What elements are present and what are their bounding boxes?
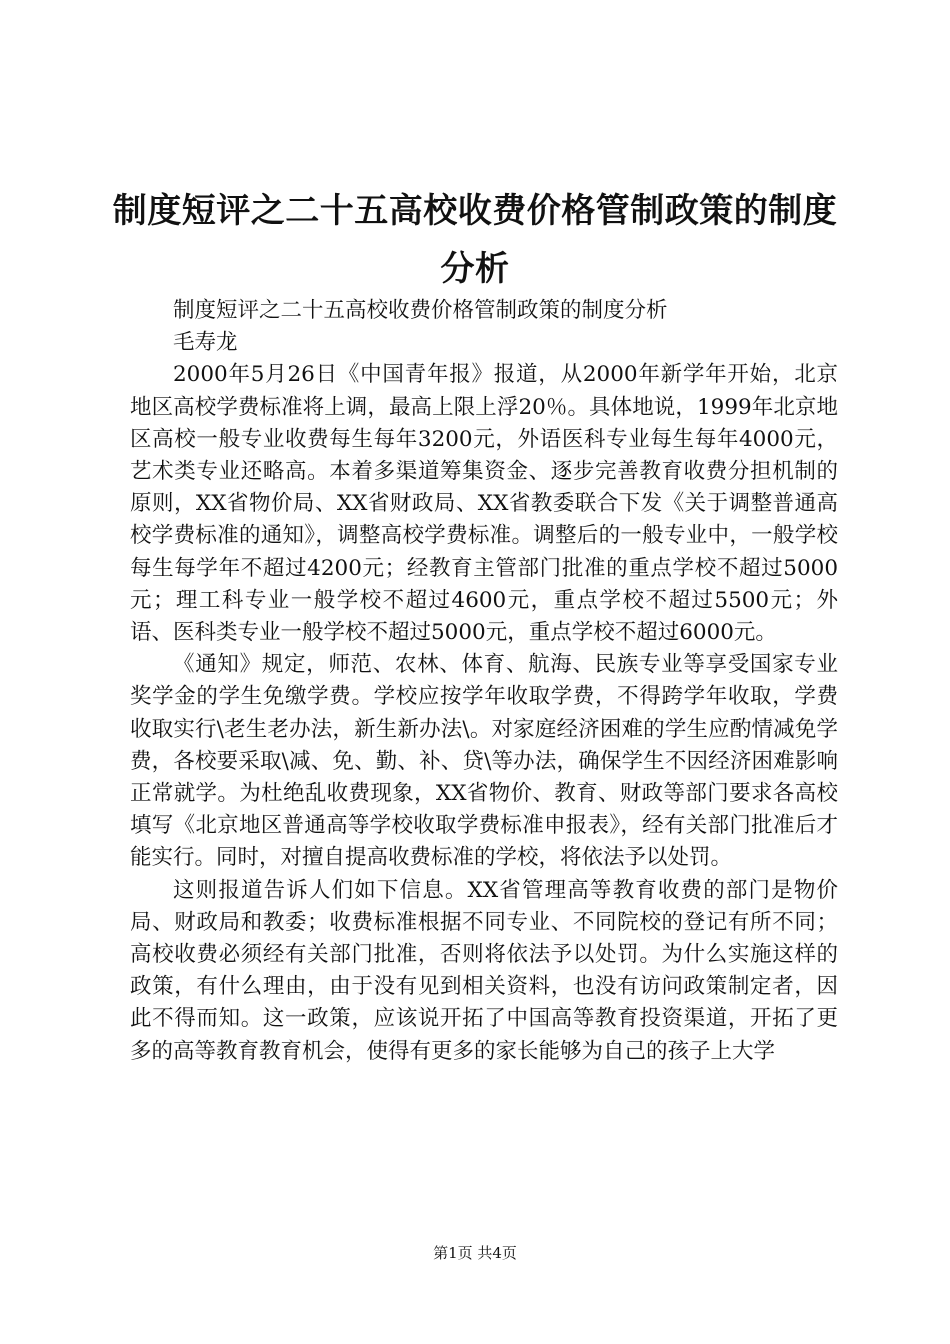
- body-paragraph-1: 2000年5月26日《中国青年报》报道，从2000年新学年开始，北京地区高校学费标准将上调，最高上限上浮20％。具体地说，1999年北京地区高校一般专业收费每生每年3200元，外语医科专业每生每年4000元，艺术类专业还略高。本着多渠道筹集资金、逐步完善教育收费分担机制的原则，XX省物价局、XX省财政局、XX省教委联合下发《关于调整普通高校学费标准的通知》，调整高校学费标准。调整后的一般专业中，一般学校每生每学年不超过4200元；经教育主管部门批准的重点学校不超过5000元；理工科专业一般学校不超过4600元，重点学校不超过5500元；外语、医科类专业一般学校不超过5000元，重点学校不超过6000元。: [130, 362, 838, 646]
- body-paragraph-2: 《通知》规定，师范、农林、体育、航海、民族专业等享受国家专业奖学金的学生免缴学费。学校应按学年收取学费，不得跨学年收取，学费收取实行\老生老办法，新生新办法\。对家庭经济困难的学生应酌情减免学费，各校要采取\减、免、勤、补、贷\等办法，确保学生不因经济困难影响正常就学。为杜绝乱收费现象，XX省物价、教育、财政等部门要求各高校填写《北京地区普通高等学校收取学费标准申报表》，经有关部门批准后才能实行。同时，对擅自提高收费标准的学校，将依法予以处罚。: [130, 652, 838, 871]
- page-footer: [0, 1243, 950, 1263]
- page-total: 共4页: [477, 1244, 517, 1262]
- document-author: 毛寿龙: [173, 330, 238, 356]
- page-number: 第1页: [433, 1244, 473, 1262]
- document-subtitle: 制度短评之二十五高校收费价格管制政策的制度分析: [173, 298, 668, 323]
- document-body: [130, 295, 838, 1068]
- body-paragraph-3: 这则报道告诉人们如下信息。XX省管理高等教育收费的部门是物价局、财政局和教委；收费标准根据不同专业、不同院校的登记有所不同；高校收费必须经有关部门批准，否则将依法予以处罚。为什么实施这样的政策，有什么理由，由于没有见到相关资料，也没有访问政策制定者，因此不得而知。这一政策，应该说开拓了中国高等教育投资渠道，开拓了更多的高等教育教育机会，使得有更多的家长能够为自己的孩子上大学: [130, 877, 838, 1064]
- document-title: 制度短评之二十五高校收费价格管制政策的制度分析: [112, 191, 838, 289]
